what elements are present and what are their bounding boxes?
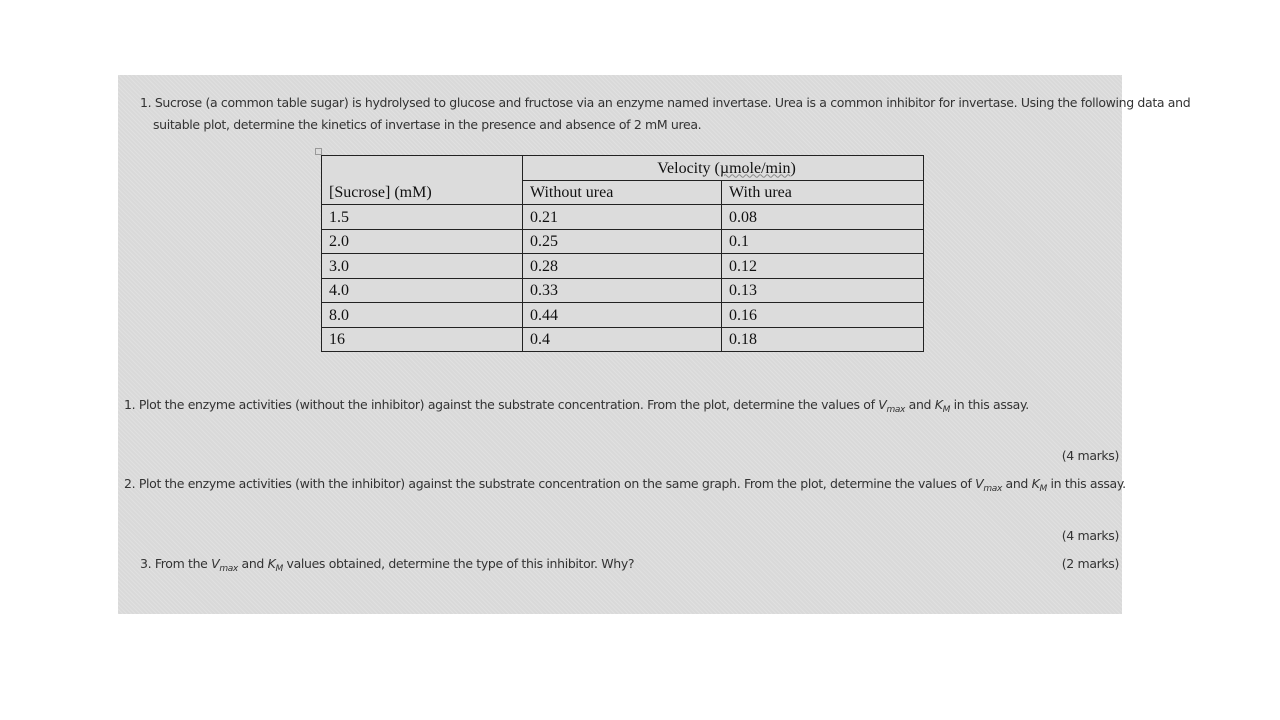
table-row: [322, 254, 924, 279]
sucrose-column-header: [Sucrose] (mM): [322, 156, 523, 205]
question-1-marks: (4 marks): [1061, 448, 1119, 463]
question-2: 2. Plot the enzyme activities (with the inhibitor) against the substrate concentration on the same graph. From the plot, determine the values of $V_{max}$ and $K_M$ in this assay.: [124, 476, 1126, 494]
question-3-marks: (2 marks): [1061, 556, 1119, 571]
table-anchor-handle: [315, 148, 322, 155]
table-row: [322, 205, 924, 230]
table-row: [322, 327, 924, 352]
question-intro: [140, 92, 1190, 136]
question-1: 1. Plot the enzyme activities (without the inhibitor) against the substrate concentration. From the plot, determine the values of $V_{max}$ and $K_M$ in this assay.: [124, 397, 1029, 415]
without-urea-cell: 0.28: [523, 254, 722, 279]
intro-line-2: suitable plot, determine the kinetics of invertase in the presence and absence of 2 mM urea.: [153, 117, 702, 132]
without-urea-cell: 0.44: [523, 303, 722, 328]
with-urea-cell: 0.18: [722, 327, 924, 352]
without-urea-cell: 0.25: [523, 229, 722, 254]
kinetics-data-table: [321, 155, 924, 352]
with-urea-cell: 0.08: [722, 205, 924, 230]
with-urea-cell: 0.1: [722, 229, 924, 254]
table-row: [322, 303, 924, 328]
sucrose-cell: 4.0: [322, 278, 523, 303]
with-urea-cell: 0.13: [722, 278, 924, 303]
table-row: [322, 229, 924, 254]
without-urea-cell: 0.21: [523, 205, 722, 230]
question-3: 3. From the $V_{max}$ and $K_M$ values obtained, determine the type of this inhibitor. Why?: [140, 556, 635, 574]
table-row: [322, 278, 924, 303]
without-urea-cell: 0.4: [523, 327, 722, 352]
sucrose-cell: 3.0: [322, 254, 523, 279]
with-urea-cell: 0.16: [722, 303, 924, 328]
velocity-column-header: Velocity (µmole/min): [523, 156, 924, 181]
sucrose-cell: 1.5: [322, 205, 523, 230]
with-urea-cell: 0.12: [722, 254, 924, 279]
without-urea-header: Without urea: [523, 180, 722, 205]
sucrose-cell: 2.0: [322, 229, 523, 254]
sucrose-cell: 8.0: [322, 303, 523, 328]
with-urea-header: With urea: [722, 180, 924, 205]
intro-line-1: 1. Sucrose (a common table sugar) is hydrolysed to glucose and fructose via an enzyme named invertase. Urea is a common inhibitor for invertase. Using the following data and: [140, 95, 1191, 110]
without-urea-cell: 0.33: [523, 278, 722, 303]
sucrose-cell: 16: [322, 327, 523, 352]
question-2-marks: (4 marks): [1061, 528, 1119, 543]
